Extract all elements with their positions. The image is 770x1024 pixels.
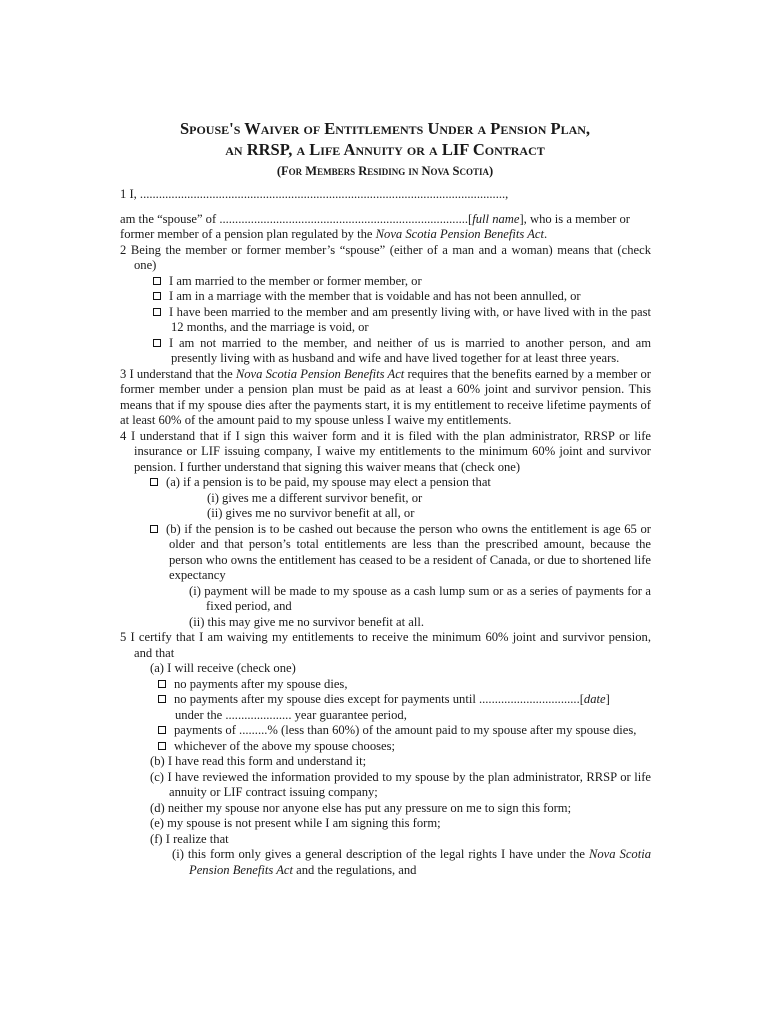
receive-option-3-label[interactable]: payments of .........% (less than 60%) of the amount paid to my spouse after my spouse dies, <box>174 723 637 737</box>
section-4-intro: 4 I understand that if I sign this waiver form and it is filed with the plan administrator, RRSP or life insurance or LIF issuing company, I waive my entitlements to the minimum 60% joint and survivor pension. I further understand that signing this waiver means that (check one) <box>120 428 651 474</box>
waiver-option-b-ii: (ii) this may give me no survivor benefit at all. <box>189 614 425 629</box>
checkbox-icon[interactable] <box>158 726 166 734</box>
receive-option-3[interactable] <box>158 723 651 739</box>
section-4 <box>120 429 651 631</box>
checkbox-icon[interactable] <box>150 478 158 486</box>
document-body <box>120 187 651 878</box>
checkbox-icon[interactable] <box>158 742 166 750</box>
section-2 <box>120 243 651 367</box>
spouse-option-2[interactable] <box>153 289 651 305</box>
section-5 <box>120 630 651 878</box>
document-title-line1: Spouse's Waiver of Entitlements Under a Pension Plan, <box>179 119 591 138</box>
spouse-option-2-label: I am in a marriage with the member that is voidable and has not been annulled, or <box>169 289 581 303</box>
member-text: former member of a pension plan regulated by the <box>120 227 376 241</box>
section-3-text-end: requires that the benefits earned by a member or former member under a pension plan must be paid as at least a 60% joint and survivor pension. This means that if my spouse dies after the payments start, it is my entitlement to receive lifetime payments of at least 60% of the amount paid to my spouse unless I waive my entitlements. <box>120 366 651 427</box>
receive-option-1-label: no payments after my spouse dies, <box>174 676 348 691</box>
spouse-option-3-label: I have been married to the member and am presently living with, or have lived with in the past 12 months, and the marriage is void, or <box>169 304 651 334</box>
checkbox-icon[interactable] <box>150 525 158 533</box>
section-1 <box>120 187 651 243</box>
item-a: (a) I will receive (check one) <box>150 661 296 675</box>
act-name: Nova Scotia Pension Benefits Act <box>375 227 544 241</box>
section-3 <box>120 367 651 429</box>
section-3-text: 3 I understand that the <box>120 366 236 381</box>
spouse-option-4[interactable] <box>153 336 651 367</box>
spouse-option-3[interactable] <box>153 305 651 336</box>
member-line <box>120 227 651 243</box>
spouse-of-text-end: ], who is a member or <box>519 211 630 226</box>
spouse-option-1-label: I am married to the member or former member, or <box>169 273 422 288</box>
name-line[interactable]: 1 I, ...................................................................................................................., <box>120 187 509 201</box>
document-title-line2: an RRSP, a Life Annuity or a LIF Contract <box>225 140 545 159</box>
waiver-option-b[interactable] <box>150 522 651 584</box>
receive-option-4-label: whichever of the above my spouse chooses; <box>174 738 396 753</box>
checkbox-icon[interactable] <box>153 308 161 316</box>
receive-option-4[interactable] <box>158 739 651 755</box>
waiver-option-a[interactable] <box>150 475 651 491</box>
item-c: (c) I have reviewed the information provided to my spouse by the plan administrator, RRSP or life annuity or LIF contract issuing company; <box>150 769 651 799</box>
receive-option-1[interactable] <box>158 677 651 693</box>
waiver-option-b-i: (i) payment will be made to my spouse as a cash lump sum or as a series of payments for a fixed period, and <box>189 583 651 613</box>
spouse-option-4-label: I am not married to the member, and neither of us is married to another person, and am presently living with as husband and wife and have lived together for at least three years. <box>169 335 651 365</box>
member-text-end: . <box>544 227 548 241</box>
document-subtitle: (For Members Residing in Nova Scotia) <box>276 164 494 178</box>
receive-option-2[interactable] <box>158 692 651 708</box>
spouse-of-text[interactable]: am the “spouse” of ...............................................................................[ <box>120 211 473 226</box>
full-name-hint: full name <box>472 211 520 226</box>
waiver-option-a-ii: (ii) gives me no survivor benefit at all, or <box>207 506 415 520</box>
act-name: Nova Scotia Pension Benefits Act <box>235 366 405 381</box>
checkbox-icon[interactable] <box>158 695 166 703</box>
section-2-intro: 2 Being the member or former member’s “spouse” (either of a man and a woman) means that (check one) <box>120 242 651 272</box>
guarantee-period-line[interactable]: under the ..................... year guarantee period, <box>175 707 407 722</box>
item-b: (b) I have read this form and understand it; <box>150 754 367 768</box>
section-5-intro: 5 I certify that I am waiving my entitlements to receive the minimum 60% joint and survivor pension, and that <box>120 630 651 660</box>
checkbox-icon[interactable] <box>153 292 161 300</box>
item-d: (d) neither my spouse nor anyone else has put any pressure on me to sign this form; <box>150 800 572 815</box>
receive-option-2-end: ] <box>605 692 610 706</box>
checkbox-icon[interactable] <box>153 339 161 347</box>
item-f-i-text-end: and the regulations, and <box>293 862 417 877</box>
act-name: Nova Scotia Pension Benefits Act <box>189 847 651 877</box>
waiver-option-b-label: (b) if the pension is to be cashed out because the person who owns the entitlement is age 65 or older and that person’s total entitlements are less than the prescribed amount, because the person who owns the entitlement has ceased to be a resident of Canada, or due to shortened life expectancy <box>166 521 651 582</box>
checkbox-icon[interactable] <box>153 277 161 285</box>
waiver-option-a-i: (i) gives me a different survivor benefit, or <box>207 490 423 505</box>
checkbox-icon[interactable] <box>158 680 166 688</box>
item-f-i-text: (i) this form only gives a general description of the legal rights I have under the <box>172 847 589 861</box>
spouse-of-line <box>120 212 651 228</box>
spouse-option-1[interactable] <box>153 274 651 290</box>
date-hint: date <box>583 692 606 706</box>
item-f: (f) I realize that <box>150 831 229 846</box>
receive-option-2-label[interactable]: no payments after my spouse dies except for payments until ................................[ <box>174 692 584 706</box>
item-e: (e) my spouse is not present while I am signing this form; <box>150 816 441 830</box>
item-f-i <box>172 847 651 878</box>
waiver-option-a-label: (a) if a pension is to be paid, my spouse may elect a pension that <box>166 475 491 489</box>
